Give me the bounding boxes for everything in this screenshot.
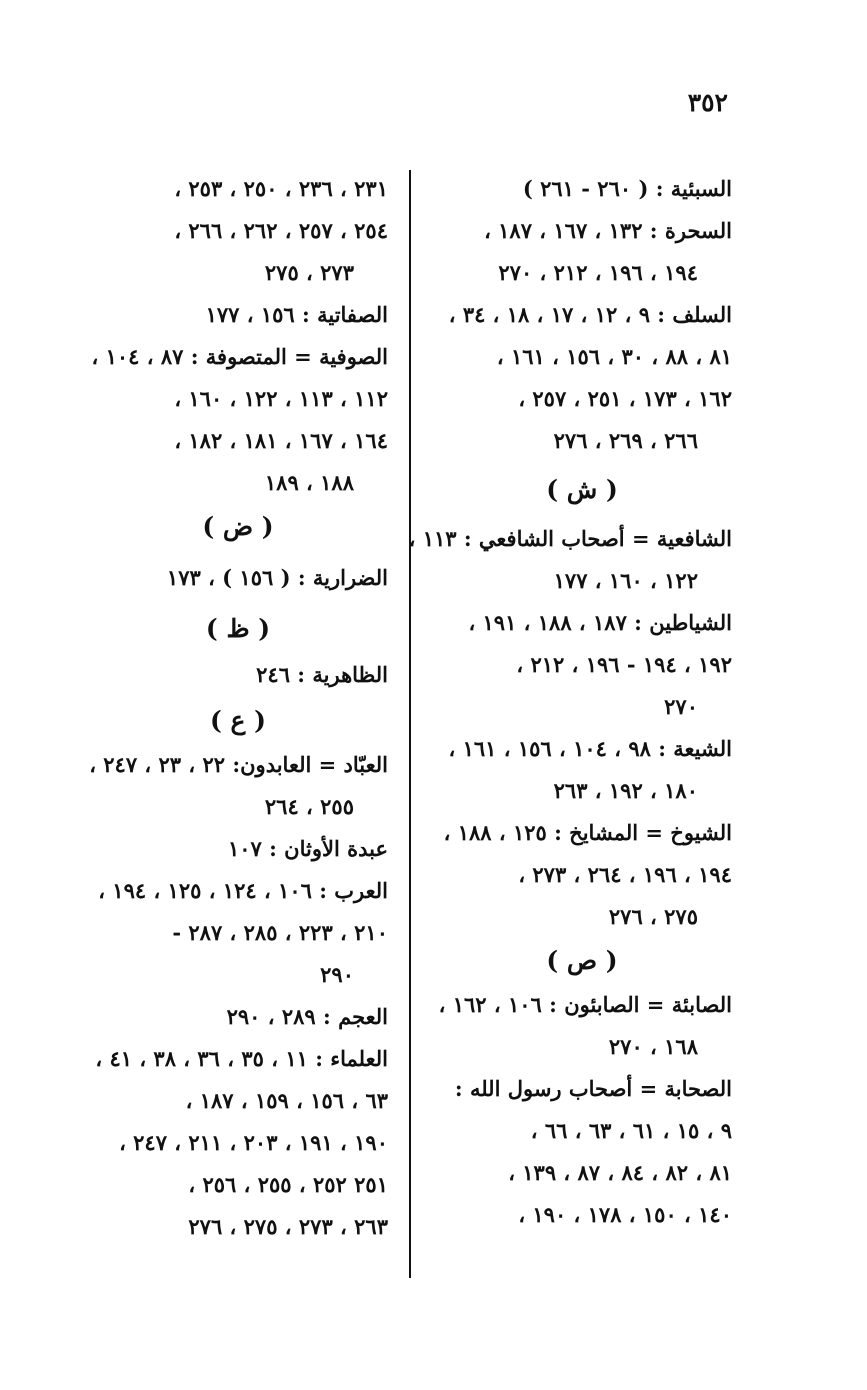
index-entry: العرب : ١٠٦ ، ١٢٤ ، ١٢٥ ، ١٩٤ ،: [98, 878, 388, 903]
index-continuation: ٢٥١ ٢٥٢ ، ٢٥٥ ، ٢٥٦ ،: [188, 1172, 388, 1197]
index-continuation: ١١٢ ، ١١٣ ، ١٢٢ ، ١٦٠ ،: [174, 386, 388, 411]
index-entry: الضرارية : ( ١٥٦ ) ، ١٧٣: [166, 565, 388, 590]
index-entry: الشيعة : ٩٨ ، ١٠٤ ، ١٥٦ ، ١٦١ ،: [448, 736, 732, 761]
index-entry: الصوفية = المتصوفة : ٨٧ ، ١٠٤ ،: [91, 344, 388, 369]
index-continuation: ٦٣ ، ١٥٦ ، ١٥٩ ، ١٨٧ ،: [185, 1088, 388, 1113]
index-entry: السحرة : ١٣٢ ، ١٦٧ ، ١٨٧ ،: [484, 218, 732, 243]
index-continuation: ٢١٠ ، ٢٢٣ ، ٢٨٥ ، ٢٨٧ -: [172, 920, 388, 945]
index-entry: السبئية : ( ٢٦٠ - ٢٦١ ): [522, 176, 732, 201]
index-continuation: ٨١ ، ٨٨ ، ٣٠ ، ١٥٦ ، ١٦١ ،: [496, 344, 732, 369]
page-number: ٣٥٢: [687, 88, 728, 117]
index-continuation: ٢٦٣ ، ٢٧٣ ، ٢٧٥ ، ٢٧٦: [188, 1214, 388, 1239]
section-heading-ain: ( ع ): [210, 706, 266, 735]
index-continuation: ١٨٨ ، ١٨٩: [264, 470, 354, 495]
index-continuation: ٢٥٥ ، ٢٦٤: [264, 794, 354, 819]
index-continuation: ٢٧٥ ، ٢٧٦: [608, 904, 698, 929]
right-column: [408, 168, 732, 1236]
index-entry: العجم : ٢٨٩ ، ٢٩٠: [226, 1004, 388, 1029]
section-heading-dad: ( ض ): [202, 512, 274, 541]
index-continuation: ١٩٤ ، ١٩٦ ، ٢٦٤ ، ٢٧٣ ،: [518, 862, 732, 887]
index-entry: الصفاتية : ١٥٦ ، ١٧٧: [205, 302, 388, 327]
index-entry: الشافعية = أصحاب الشافعي : ١١٣ ،: [408, 526, 732, 551]
index-continuation: ٢٧٣ ، ٢٧٥: [264, 260, 354, 285]
index-entry: الشياطين : ١٨٧ ، ١٨٨ ، ١٩١ ،: [468, 610, 732, 635]
index-continuation: ٨١ ، ٨٢ ، ٨٤ ، ٨٧ ، ١٣٩ ،: [508, 1160, 732, 1185]
index-entry: العبّاد = العابدون: ٢٢ ، ٢٣ ، ٢٤٧ ،: [89, 752, 388, 777]
index-entry: الصابئة = الصابئون : ١٠٦ ، ١٦٢ ،: [438, 992, 732, 1017]
index-entry: عبدة الأوثان : ١٠٧: [227, 836, 388, 861]
index-continuation: ١٦٤ ، ١٦٧ ، ١٨١ ، ١٨٢ ،: [174, 428, 388, 453]
index-continuation: ٢٦٦ ، ٢٦٩ ، ٢٧٦: [553, 428, 698, 453]
index-entry: الصحابة = أصحاب رسول الله :: [454, 1076, 732, 1101]
index-continuation: ٩ ، ١٥ ، ٦١ ، ٦٣ ، ٦٦ ،: [530, 1118, 732, 1143]
index-entry: الشيوخ = المشايخ : ١٢٥ ، ١٨٨ ،: [443, 820, 732, 845]
section-heading-za: ( ظ ): [205, 614, 271, 643]
index-continuation: ٢٥٤ ، ٢٥٧ ، ٢٦٢ ، ٢٦٦ ،: [174, 218, 388, 243]
column-divider: [409, 170, 411, 1278]
section-heading-sad: ( ص ): [546, 946, 618, 975]
index-continuation: ١٩٠ ، ١٩١ ، ٢٠٣ ، ٢١١ ، ٢٤٧ ،: [119, 1130, 388, 1155]
index-continuation: ١٩٢ ، ١٩٤ - ١٩٦ ، ٢١٢ ،: [516, 652, 732, 677]
index-continuation: ١٩٤ ، ١٩٦ ، ٢١٢ ، ٢٧٠: [498, 260, 698, 285]
index-continuation: ٢٧٠: [664, 694, 698, 719]
index-entry: السلف : ٩ ، ١٢ ، ١٧ ، ١٨ ، ٣٤ ،: [448, 302, 732, 327]
index-continuation: ١٤٠ ، ١٥٠ ، ١٧٨ ، ١٩٠ ،: [518, 1202, 732, 1227]
index-continuation: ٢٣١ ، ٢٣٦ ، ٢٥٠ ، ٢٥٣ ،: [174, 176, 388, 201]
index-continuation: ٢٩٠: [320, 962, 354, 987]
index-entry: العلماء : ١١ ، ٣٥ ، ٣٦ ، ٣٨ ، ٤١ ،: [95, 1046, 388, 1071]
index-entry: الظاهرية : ٢٤٦: [256, 662, 388, 687]
index-continuation: ١٢٢ ، ١٦٠ ، ١٧٧: [553, 568, 698, 593]
section-heading-shin: ( ش ): [546, 475, 618, 504]
index-continuation: ١٨٠ ، ١٩٢ ، ٢٦٣: [553, 778, 698, 803]
index-continuation: ١٦٨ ، ٢٧٠: [608, 1034, 698, 1059]
index-continuation: ١٦٢ ، ١٧٣ ، ٢٥١ ، ٢٥٧ ،: [518, 386, 732, 411]
left-column: [88, 168, 388, 1248]
